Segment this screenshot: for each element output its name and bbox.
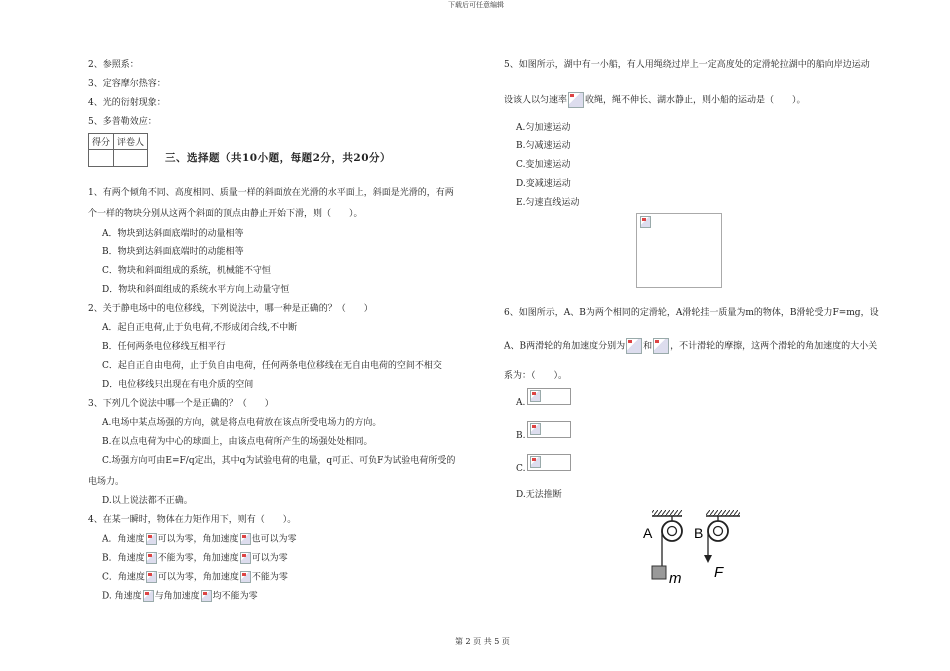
broken-image-icon [530,456,541,468]
broken-image-icon [653,338,669,354]
label-b: B [694,525,704,541]
q4-b-text3: 可以为零 [251,553,288,564]
page-footer: 第 2 页 共 5 页 [455,637,510,646]
broken-image-icon [240,533,251,545]
label-m: m [669,570,682,587]
q6-option-b-label: B. [516,431,526,441]
broken-image-icon [240,552,251,564]
q4-d-text1: D. 角速度 [102,591,142,602]
q5-option-a: A.匀加速运动 [516,123,571,133]
header-note: 下载后可任意编辑 [448,1,504,9]
broken-image-icon [530,423,541,435]
q6-line2-part1: A、B两滑轮的角加速度分别为 [504,341,626,352]
q1-option-c: C．物块和斜面组成的系统，机械能不守恒 [102,266,271,276]
q6-option-a-image [527,388,571,405]
q3-option-d: D.以上说法都不正确。 [102,496,193,506]
q6-line1: 6、如图所示，A、B为两个相同的定滑轮，A滑轮挂一质量为m的物体，B滑轮受力F=mg，设 [504,308,879,318]
score-table [88,133,148,167]
mass-block [652,566,666,579]
q5-line2-part1: 设该人以匀速率 [504,95,568,106]
q6-option-c-label: C. [516,464,526,474]
label-f: F [714,564,724,581]
q4-b-text1: B．角速度 [102,553,145,564]
q4-option-c [102,571,288,584]
q6-option-d: D.无法推断 [516,490,562,500]
q5-line2 [504,92,806,108]
broken-image-icon [146,533,157,545]
q4-b-text2: 不能为零，角加速度 [157,553,239,564]
q4-c-text3: 不能为零 [251,572,288,583]
q4-a-text1: A．角速度 [102,534,145,545]
grader-blank [114,150,148,167]
q4-option-d [102,590,258,603]
q2-stem: 2、关于静电场中的电位移线，下列说法中，哪一种是正确的？（ ） [88,304,373,314]
q5-option-d: D.变减速运动 [516,179,571,189]
q4-a-text3: 也可以为零 [251,534,297,545]
q2-option-c: C．起自正自由电荷，止于负自由电荷，任何两条电位移线在无自由电荷的空间不相交 [102,361,442,371]
q1-line1: 1、有两个倾角不同、高度相同、质量一样的斜面放在光滑的水平面上，斜面是光滑的，有两 [88,188,454,198]
q6-line2 [504,338,877,354]
q5-option-c: C.变加速运动 [516,160,571,170]
q2-option-b: B．任何两条电位移线互相平行 [102,342,226,352]
broken-image-icon [640,216,651,228]
q6-line2-part2: 和 [643,341,653,352]
broken-image-icon [143,590,154,602]
q5-line1: 5、如图所示，湖中有一小船，有人用绳绕过岸上一定高度处的定滑轮拉湖中的船向岸边运动 [504,60,870,70]
q1-line2: 个一样的物块分别从这两个斜面的顶点由静止开始下滑，则（ ）。 [88,209,363,219]
score-cell: 得分 [89,134,114,150]
q4-d-text2: 与角加速度 [154,591,200,602]
list-item: 5、多普勒效应： [88,117,157,127]
list-item: 2、参照系： [88,60,139,70]
grader-cell: 评卷人 [114,134,148,150]
q4-a-text2: 可以为零，角加速度 [157,534,239,545]
q4-option-b [102,552,288,565]
q4-c-text1: C．角速度 [102,572,145,583]
q5-option-e: E.匀速直线运动 [516,198,580,208]
ceiling-a [652,510,682,516]
force-arrow [704,555,712,563]
score-blank [89,150,114,167]
q3-option-a: A.电场中某点场强的方向，就是将点电荷放在该点所受电场力的方向。 [102,418,382,428]
ceiling-b [706,510,740,516]
q4-c-text2: 可以为零，角加速度 [157,572,239,583]
broken-image-icon [240,571,251,583]
q5-line2-part2: 收绳，绳不伸长、湖水静止，则小船的运动是（ ）。 [585,95,806,106]
q3-option-c: C.场强方向可由E=F/q定出，其中q为试验电荷的电量，q可正、可负F为试验电荷所受的 [102,456,456,466]
label-a: A [643,525,653,541]
section-title: 三、选择题（共10小题，每题2分，共20分） [165,152,392,164]
q6-option-b-image [527,421,571,438]
q2-option-d: D．电位移线只出现在有电介质的空间 [102,380,254,390]
q4-option-a [102,533,297,546]
q3-option-b: B.在以点电荷为中心的球面上，由该点电荷所产生的场强处处相同。 [102,437,373,447]
q2-option-a: A．起自正电荷,止于负电荷,不形成闭合线,不中断 [102,323,298,333]
list-item: 3、定容摩尔热容： [88,79,166,89]
pulley-diagram [634,505,746,587]
q6-option-a-label: A. [516,398,526,408]
broken-image-icon [530,390,541,402]
q1-option-a: A．物块到达斜面底端时的动量相等 [102,229,244,239]
q1-option-b: B．物块到达斜面底端时的动能相等 [102,247,244,257]
broken-image-icon [146,552,157,564]
q4-d-text3: 均不能为零 [212,591,258,602]
broken-image-icon [146,571,157,583]
q5-option-b: B.匀减速运动 [516,141,571,151]
q6-line2-part3: ，不计滑轮的摩擦，这两个滑轮的角加速度的大小关 [670,341,878,352]
list-item: 4、光的衍射现象： [88,98,166,108]
q4-stem: 4、在某一瞬时，物体在力矩作用下，则有（ ）。 [88,515,297,525]
q6-line3: 系为：（ ）。 [504,371,568,381]
q6-option-c-image [527,454,571,471]
q1-option-d: D．物块和斜面组成的系统水平方向上动量守恒 [102,285,290,295]
q3-option-c-cont: 电场力。 [88,477,125,487]
q3-stem: 3、下列几个说法中哪一个是正确的？（ ） [88,399,274,409]
q5-figure-placeholder [636,213,722,288]
broken-image-icon [626,338,642,354]
broken-image-icon [568,92,584,108]
broken-image-icon [201,590,212,602]
